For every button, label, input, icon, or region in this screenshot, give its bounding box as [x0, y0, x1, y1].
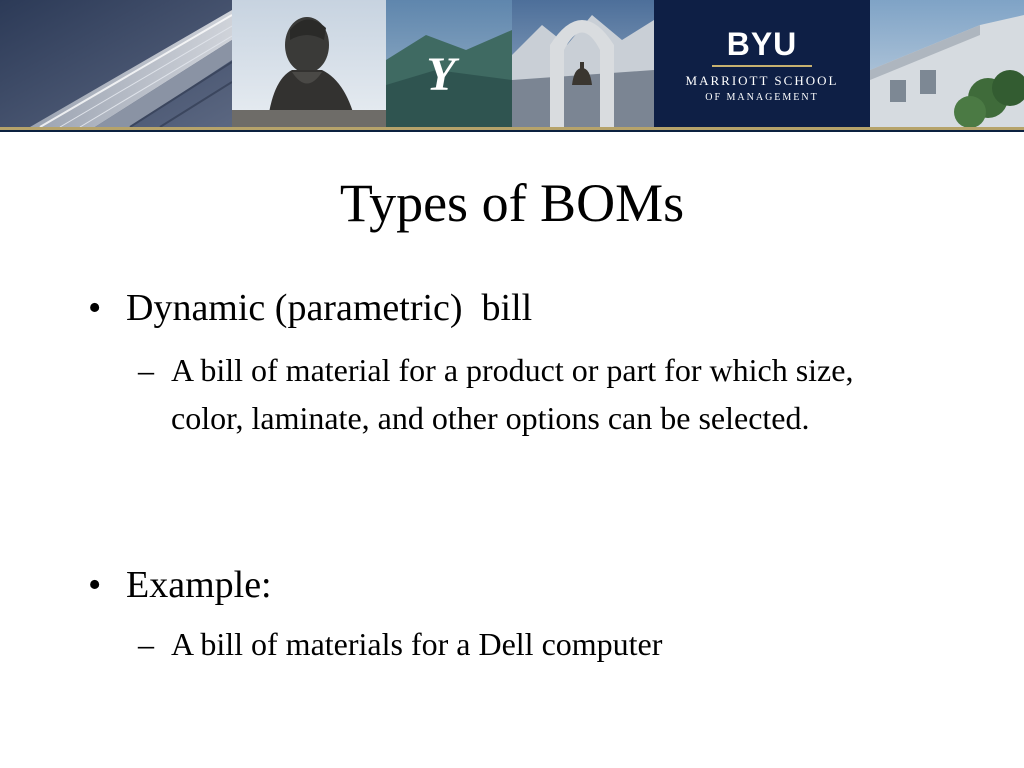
sub-bullet-item: [138, 346, 918, 442]
bullet-text: Dynamic (parametric) bill: [126, 287, 533, 329]
bullet-marker: •: [88, 564, 102, 606]
sub-bullet-marker: –: [138, 626, 154, 662]
bullet-marker: •: [88, 287, 102, 329]
svg-text:Y: Y: [426, 48, 456, 101]
sub-bullet-marker: –: [138, 352, 154, 388]
sub-bullet-text: A bill of material for a product or part for which size, color, laminate, and other options can be selected.: [171, 352, 854, 436]
slide-title: Types of BOMs: [339, 173, 685, 233]
bullet-text: Example:: [126, 564, 272, 606]
logo-byu-text: BYU: [726, 26, 798, 62]
sub-bullet-text: A bill of materials for a Dell computer: [171, 626, 663, 662]
logo-line-marriott: MARRIOTT SCHOOL: [685, 73, 839, 88]
logo-line-management: OF MANAGEMENT: [705, 92, 819, 103]
bullet-item: [88, 285, 532, 331]
bullet-item: [88, 562, 272, 608]
sub-bullet-item: [138, 620, 918, 668]
